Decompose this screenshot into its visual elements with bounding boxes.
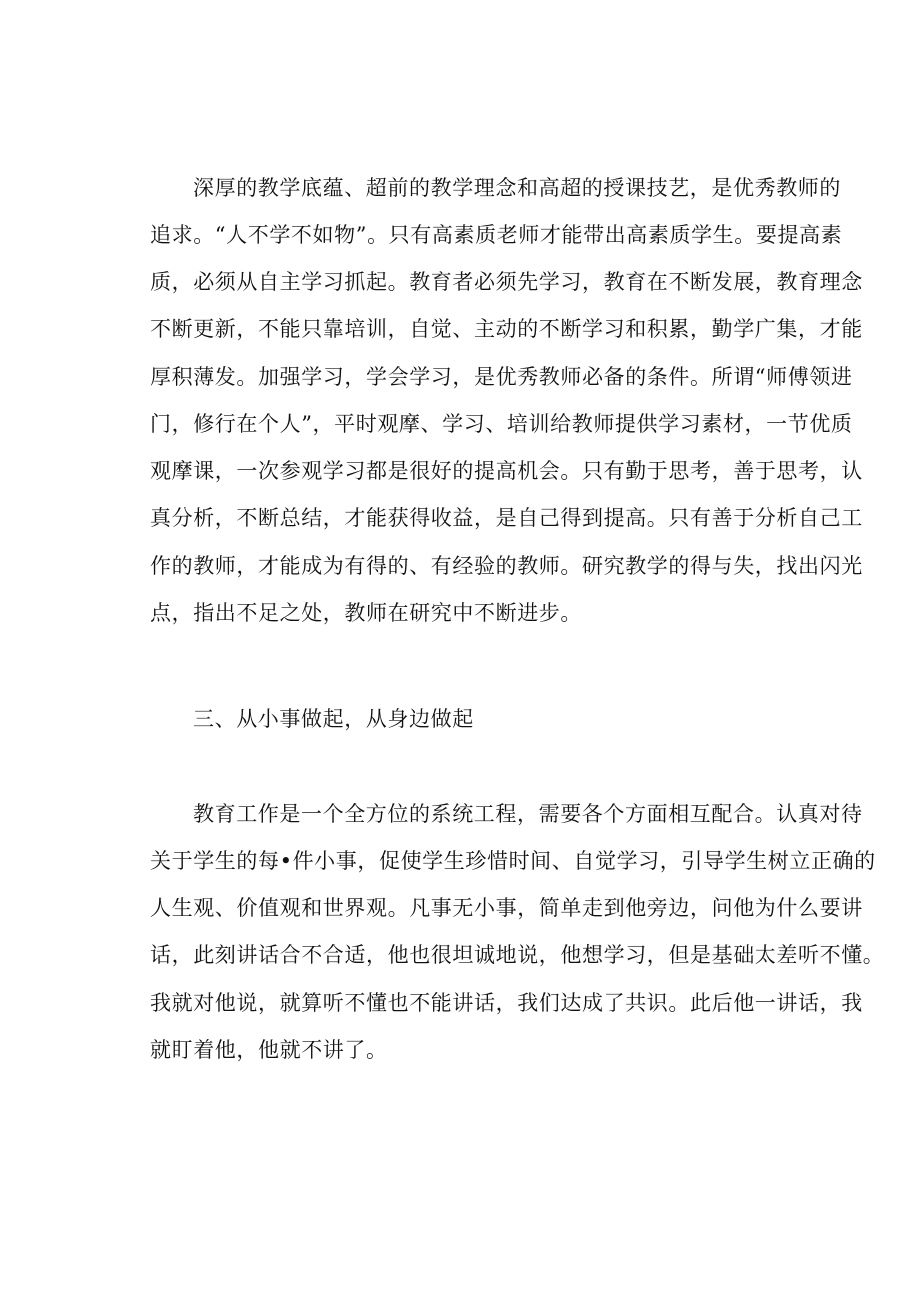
paragraph-1-line: 真分析，不断总结，才能获得收益，是自己得到提高。只有善于分析自己工 <box>150 506 863 530</box>
section-heading: 三、从小事做起，从身边做起 <box>193 707 474 731</box>
paragraph-2-line: 人生观、价值观和世界观。凡事无小事，简单走到他旁边，问他为什么要讲 <box>150 896 863 920</box>
paragraph-1-line: 不断更新，不能只靠培训，自觉、主动的不断学习和积累，勤学广集，才能 <box>150 317 863 341</box>
paragraph-2-line: 教育工作是一个全方位的系统工程，需要各个方面相互配合。认真对待 <box>193 802 863 826</box>
paragraph-1-line: 门，修行在个人”，平时观摩、学习、培训给教师提供学习素材，一节优质 <box>150 412 853 436</box>
paragraph-1-line: 厚积薄发。加强学习，学会学习，是优秀教师必备的条件。所谓“师傅领进 <box>150 365 853 389</box>
paragraph-2-line: 关于学生的每•件小事，促使学生珍惜时间、自觉学习，引导学生树立正确的 <box>150 849 876 873</box>
paragraph-1-line: 作的教师，才能成为有得的、有经验的教师。研究教学的得与失，找出闪光 <box>150 554 863 578</box>
paragraph-1-line: 质，必须从自主学习抓起。教育者必须先学习，教育在不断发展，教育理念 <box>150 270 863 294</box>
paragraph-1-line: 观摩课，一次参观学习都是很好的提高机会。只有勤于思考，善于思考，认 <box>150 459 863 483</box>
paragraph-1-line: 深厚的教学底蕴、超前的教学理念和高超的授课技艺，是优秀教师的 <box>193 176 841 200</box>
paragraph-2-line: 话，此刻讲话合不合适，他也很坦诚地说，他想学习，但是基础太差听不懂。 <box>150 943 885 967</box>
paragraph-2-line: 我就对他说，就算听不懂也不能讲话，我们达成了共识。此后他一讲话，我 <box>150 991 863 1015</box>
paragraph-1-line: 追求。“人不学不如物”。只有高素质老师才能带出高素质学生。要提高素 <box>150 223 843 247</box>
paragraph-2-line: 就盯着他，他就不讲了。 <box>150 1038 388 1062</box>
paragraph-1-line: 点，指出不足之处，教师在研究中不断进步。 <box>150 601 582 625</box>
